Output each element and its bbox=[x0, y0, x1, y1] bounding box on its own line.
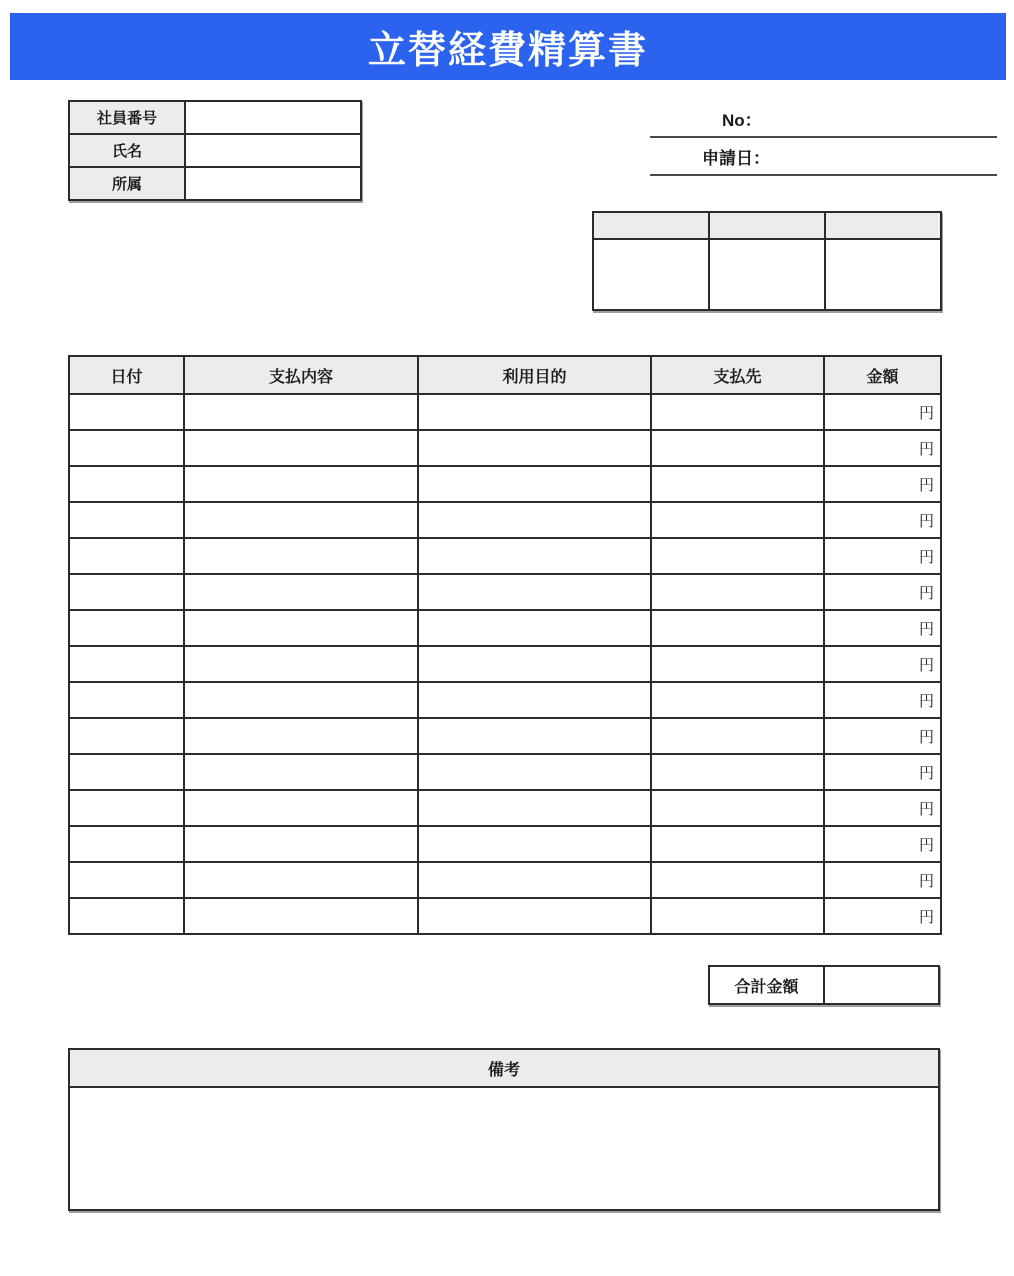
expense-row bbox=[69, 682, 941, 718]
description-cell[interactable] bbox=[184, 790, 418, 826]
description-cell[interactable] bbox=[184, 826, 418, 862]
currency-unit-label: 円 bbox=[918, 692, 934, 710]
expense-row bbox=[69, 502, 941, 538]
date-cell[interactable] bbox=[69, 754, 184, 790]
payee-cell[interactable] bbox=[651, 394, 824, 430]
currency-unit-label: 円 bbox=[918, 656, 934, 674]
amount-cell[interactable] bbox=[824, 718, 941, 754]
approval-stamp-cell[interactable] bbox=[825, 239, 941, 310]
amount-cell[interactable] bbox=[824, 574, 941, 610]
description-cell[interactable] bbox=[184, 466, 418, 502]
date-column-header: 日付 bbox=[69, 356, 184, 394]
amount-cell[interactable] bbox=[824, 826, 941, 862]
date-cell[interactable] bbox=[69, 394, 184, 430]
payee-cell[interactable] bbox=[651, 754, 824, 790]
employee-number-field[interactable] bbox=[185, 101, 361, 134]
approval-header-cell bbox=[593, 212, 709, 239]
date-cell[interactable] bbox=[69, 502, 184, 538]
currency-unit-label: 円 bbox=[918, 476, 934, 494]
amount-cell[interactable] bbox=[824, 538, 941, 574]
currency-unit-label: 円 bbox=[918, 836, 934, 854]
currency-unit-label: 円 bbox=[918, 584, 934, 602]
amount-cell[interactable] bbox=[824, 754, 941, 790]
expense-row bbox=[69, 466, 941, 502]
description-cell[interactable] bbox=[184, 862, 418, 898]
date-cell[interactable] bbox=[69, 574, 184, 610]
purpose-cell[interactable] bbox=[418, 862, 651, 898]
employee-name-row bbox=[69, 134, 361, 167]
approval-stamp-row bbox=[593, 239, 941, 310]
amount-column-header: 金額 bbox=[824, 356, 941, 394]
date-cell[interactable] bbox=[69, 862, 184, 898]
currency-unit-label: 円 bbox=[918, 908, 934, 926]
purpose-cell[interactable] bbox=[418, 682, 651, 718]
expense-row bbox=[69, 754, 941, 790]
employee-number-label: 社員番号 bbox=[69, 101, 185, 134]
date-cell[interactable] bbox=[69, 898, 184, 934]
currency-unit-label: 円 bbox=[918, 800, 934, 818]
expense-row bbox=[69, 646, 941, 682]
application-meta-area bbox=[650, 100, 997, 176]
purpose-cell[interactable] bbox=[418, 538, 651, 574]
purpose-cell[interactable] bbox=[418, 574, 651, 610]
payee-cell[interactable] bbox=[651, 538, 824, 574]
purpose-cell[interactable] bbox=[418, 610, 651, 646]
date-cell[interactable] bbox=[69, 430, 184, 466]
purpose-cell[interactable] bbox=[418, 394, 651, 430]
description-column-header: 支払内容 bbox=[184, 356, 418, 394]
date-cell[interactable] bbox=[69, 538, 184, 574]
total-amount-label: 合計金額 bbox=[708, 965, 825, 1005]
payee-cell[interactable] bbox=[651, 430, 824, 466]
currency-unit-label: 円 bbox=[918, 764, 934, 782]
employee-info-table bbox=[68, 100, 362, 201]
amount-cell[interactable] bbox=[824, 610, 941, 646]
payee-cell[interactable] bbox=[651, 682, 824, 718]
expense-row bbox=[69, 430, 941, 466]
date-cell[interactable] bbox=[69, 682, 184, 718]
expense-row bbox=[69, 394, 941, 430]
purpose-cell[interactable] bbox=[418, 826, 651, 862]
payee-cell[interactable] bbox=[651, 826, 824, 862]
payee-cell[interactable] bbox=[651, 718, 824, 754]
expense-row bbox=[69, 898, 941, 934]
expense-row bbox=[69, 574, 941, 610]
department-row bbox=[69, 167, 361, 200]
date-cell[interactable] bbox=[69, 466, 184, 502]
payee-cell[interactable] bbox=[651, 466, 824, 502]
date-cell[interactable] bbox=[69, 718, 184, 754]
department-label: 所属 bbox=[69, 167, 185, 200]
currency-unit-label: 円 bbox=[918, 440, 934, 458]
purpose-cell[interactable] bbox=[418, 466, 651, 502]
purpose-cell[interactable] bbox=[418, 790, 651, 826]
purpose-cell[interactable] bbox=[418, 898, 651, 934]
description-cell[interactable] bbox=[184, 610, 418, 646]
amount-cell[interactable] bbox=[824, 430, 941, 466]
description-cell[interactable] bbox=[184, 394, 418, 430]
purpose-cell[interactable] bbox=[418, 646, 651, 682]
payee-cell[interactable] bbox=[651, 502, 824, 538]
date-cell[interactable] bbox=[69, 826, 184, 862]
remarks-box bbox=[68, 1048, 940, 1211]
amount-cell[interactable] bbox=[824, 646, 941, 682]
description-cell[interactable] bbox=[184, 646, 418, 682]
payee-cell[interactable] bbox=[651, 790, 824, 826]
purpose-cell[interactable] bbox=[418, 430, 651, 466]
payee-cell[interactable] bbox=[651, 610, 824, 646]
payee-cell[interactable] bbox=[651, 574, 824, 610]
expense-row bbox=[69, 790, 941, 826]
employee-name-label: 氏名 bbox=[69, 134, 185, 167]
amount-cell[interactable] bbox=[824, 682, 941, 718]
description-cell[interactable] bbox=[184, 574, 418, 610]
expense-row bbox=[69, 610, 941, 646]
currency-unit-label: 円 bbox=[918, 872, 934, 890]
amount-cell[interactable] bbox=[824, 862, 941, 898]
amount-cell[interactable] bbox=[824, 466, 941, 502]
approval-header-cell bbox=[825, 212, 941, 239]
title-banner bbox=[10, 13, 1006, 80]
expense-table bbox=[68, 355, 942, 935]
employee-name-field[interactable] bbox=[185, 134, 361, 167]
employee-number-row bbox=[69, 101, 361, 134]
application-date-label: 申請日： bbox=[702, 149, 770, 168]
payee-cell[interactable] bbox=[651, 646, 824, 682]
approval-stamp-table bbox=[592, 211, 942, 311]
date-cell[interactable] bbox=[69, 610, 184, 646]
approval-header-row bbox=[593, 212, 941, 239]
approval-stamp-cell[interactable] bbox=[709, 239, 825, 310]
description-cell[interactable] bbox=[184, 754, 418, 790]
expense-row bbox=[69, 862, 941, 898]
currency-unit-label: 円 bbox=[918, 548, 934, 566]
payee-column-header: 支払先 bbox=[651, 356, 824, 394]
currency-unit-label: 円 bbox=[918, 728, 934, 746]
purpose-cell[interactable] bbox=[418, 718, 651, 754]
expense-row bbox=[69, 538, 941, 574]
currency-unit-label: 円 bbox=[918, 512, 934, 530]
purpose-column-header: 利用目的 bbox=[418, 356, 651, 394]
date-cell[interactable] bbox=[69, 790, 184, 826]
date-cell[interactable] bbox=[69, 646, 184, 682]
currency-unit-label: 円 bbox=[918, 404, 934, 422]
expense-row bbox=[69, 718, 941, 754]
expense-row bbox=[69, 826, 941, 862]
payee-cell[interactable] bbox=[651, 862, 824, 898]
description-cell[interactable] bbox=[184, 682, 418, 718]
approval-stamp-cell[interactable] bbox=[593, 239, 709, 310]
amount-cell[interactable] bbox=[824, 898, 941, 934]
total-row bbox=[708, 965, 940, 1005]
amount-cell[interactable] bbox=[824, 790, 941, 826]
expense-header-row bbox=[69, 356, 941, 394]
payee-cell[interactable] bbox=[651, 898, 824, 934]
description-cell[interactable] bbox=[184, 430, 418, 466]
purpose-cell[interactable] bbox=[418, 502, 651, 538]
description-cell[interactable] bbox=[184, 718, 418, 754]
description-cell[interactable] bbox=[184, 538, 418, 574]
remarks-title: 備考 bbox=[68, 1048, 940, 1088]
department-field[interactable] bbox=[185, 167, 361, 200]
application-date-field[interactable] bbox=[650, 138, 997, 176]
approval-header-cell bbox=[709, 212, 825, 239]
no-label: No： bbox=[722, 111, 762, 130]
purpose-cell[interactable] bbox=[418, 754, 651, 790]
amount-cell[interactable] bbox=[824, 394, 941, 430]
remarks-field[interactable] bbox=[68, 1088, 940, 1211]
description-cell[interactable] bbox=[184, 502, 418, 538]
description-cell[interactable] bbox=[184, 898, 418, 934]
amount-cell[interactable] bbox=[824, 502, 941, 538]
total-amount-field[interactable] bbox=[825, 965, 940, 1005]
currency-unit-label: 円 bbox=[918, 620, 934, 638]
page-title: 立替経費精算書 bbox=[367, 30, 648, 72]
no-field[interactable] bbox=[650, 100, 997, 138]
